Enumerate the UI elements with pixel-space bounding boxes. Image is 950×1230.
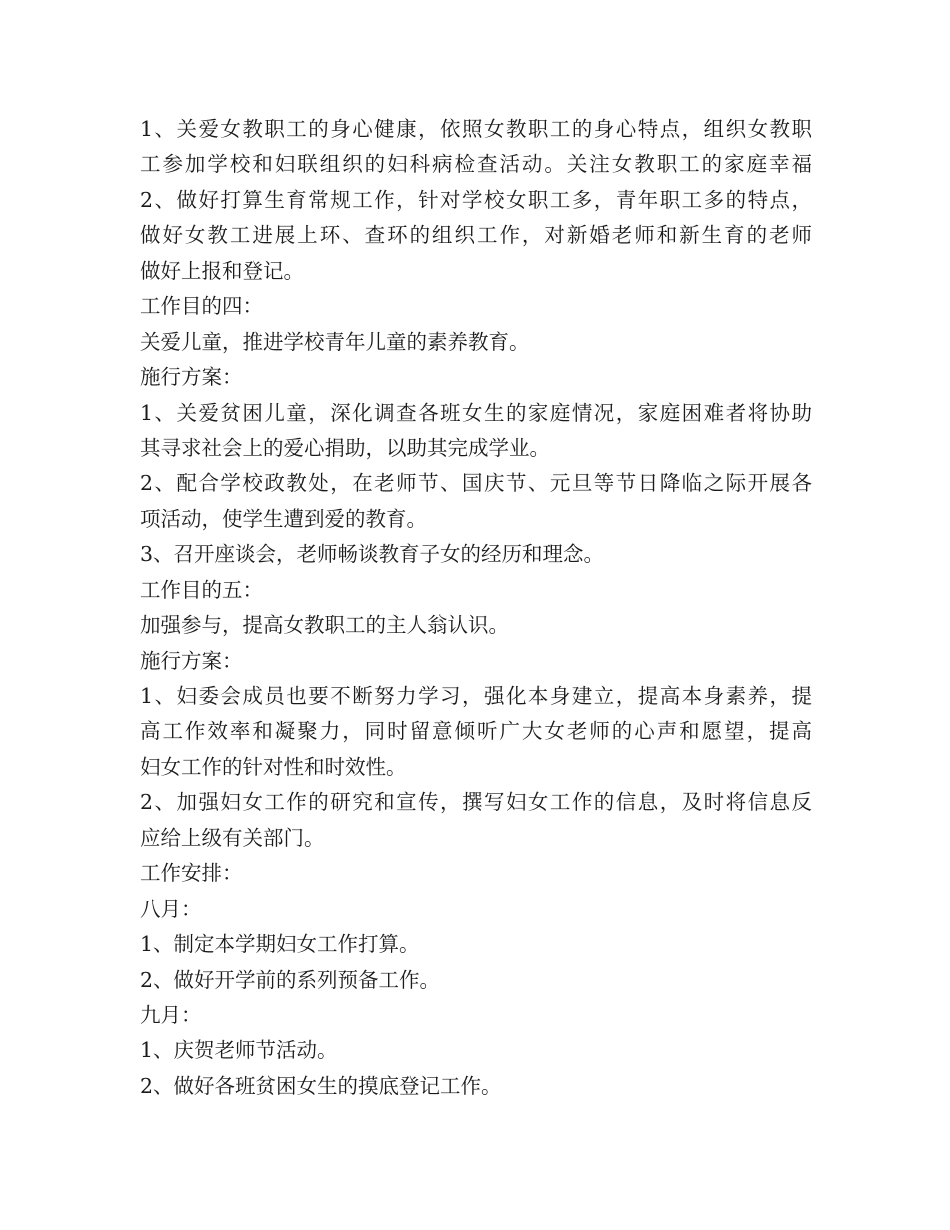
text-line: 做好女教工进展上环、查环的组织工作，对新婚老师和新生育的老师 (140, 223, 812, 248)
text-line: 关爱儿童，推进学校青年儿童的素养教育。 (140, 329, 530, 354)
section-heading: 工作目的四： (140, 294, 263, 319)
text-line: 应给上级有关部门。 (140, 825, 325, 850)
section-heading: 工作目的五： (140, 577, 263, 602)
text-line: 2、配合学校政教处，在老师节、国庆节、元旦等节日降临之际开展各 (140, 471, 812, 496)
text-line: 项活动，使学生遭到爱的教育。 (140, 506, 427, 531)
text-line: 加强参与，提高女教职工的主人翁认识。 (140, 613, 509, 638)
section-heading: 施行方案： (140, 648, 243, 673)
section-heading: 施行方案： (140, 365, 243, 390)
text-line: 1、关爱贫困儿童，深化调查各班女生的家庭情况，家庭困难者将协助 (140, 400, 812, 425)
text-line: 1、妇委会成员也要不断努力学习，强化本身建立，提高本身素养，提 (140, 684, 812, 708)
text-line: 1、庆贺老师节活动。 (140, 1038, 338, 1063)
text-line: 1、关爱女教职工的身心健康，依照女教职工的身心特点，组织女教职 (140, 117, 812, 141)
month-heading: 九月： (140, 1002, 202, 1027)
text-line: 妇女工作的针对性和时效性。 (140, 754, 407, 779)
text-line: 2、做好各班贫困女生的摸底登记工作。 (140, 1073, 502, 1098)
text-line: 2、做好开学前的系列预备工作。 (140, 967, 441, 992)
text-line: 2、加强妇女工作的研究和宣传，撰写妇女工作的信息，及时将信息反 (140, 790, 812, 815)
text-line: 2、做好打算生育常规工作，针对学校女职工多，青年职工多的特点， (140, 187, 812, 212)
text-line: 做好上报和登记。 (140, 258, 304, 283)
section-heading: 工作安排： (140, 861, 243, 886)
document-body (140, 112, 812, 1104)
text-line: 工参加学校和妇联组织的妇科病检查活动。关注女教职工的家庭幸福 (140, 152, 812, 177)
month-heading: 八月： (140, 896, 202, 921)
text-line: 3、召开座谈会，老师畅谈教育子女的经历和理念。 (140, 542, 605, 567)
text-line: 其寻求社会上的爱心捐助，以助其完成学业。 (140, 435, 550, 460)
text-line: 高工作效率和凝聚力，同时留意倾听广大女老师的心声和愿望，提高 (140, 719, 812, 744)
text-line: 1、制定本学期妇女工作打算。 (140, 932, 420, 957)
